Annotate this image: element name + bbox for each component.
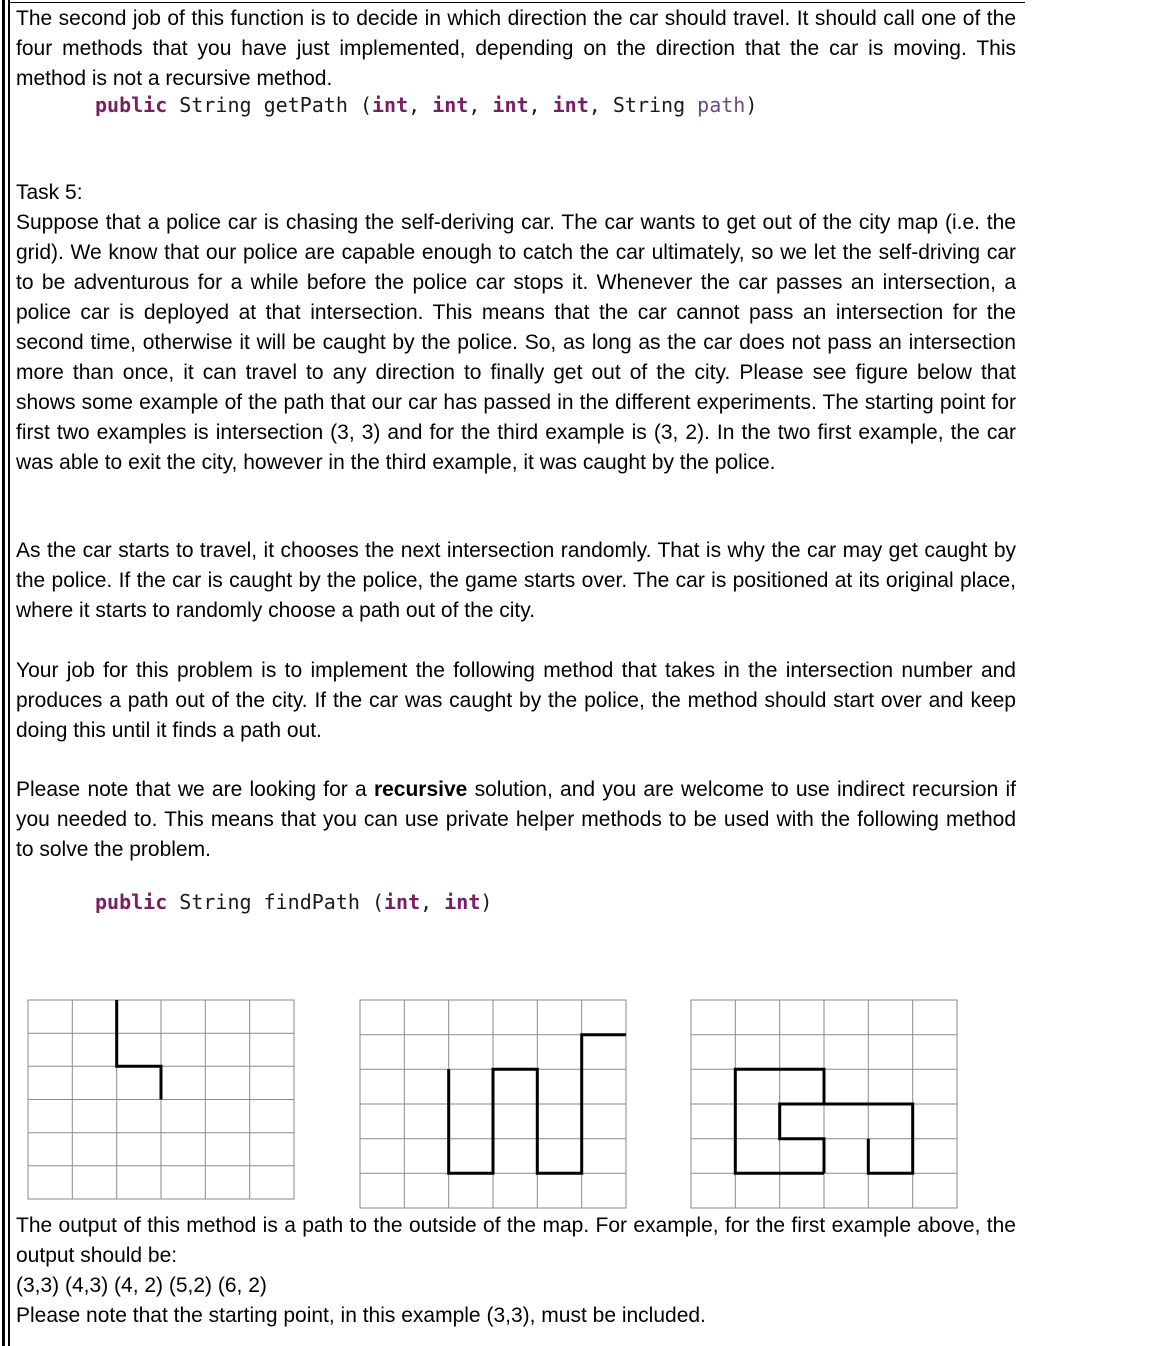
param-type: String	[612, 93, 686, 117]
output-section	[16, 1211, 1016, 1331]
task-paragraph-4	[16, 775, 1016, 865]
method-name: findPath	[263, 890, 360, 914]
output-note: Please note that the starting point, in this example (3,3), must be included.	[16, 1304, 706, 1327]
intro-section	[16, 4, 1016, 94]
intro-paragraph: The second job of this function is to decide in which direction the car should travel. It should call one of the four methods that you have just implemented, depending on the direction that the car is moving. This method is not a recursive method.	[16, 7, 1016, 90]
emphasis-recursive: recursive	[373, 778, 468, 801]
close-paren: )	[480, 890, 493, 914]
output-paragraph: The output of this method is a path to the outside of the map. For example, for the first example above, the output should be:	[16, 1214, 1016, 1267]
getpath-signature: public String getPath (int, int, int, int, String path)	[95, 93, 758, 117]
task-paragraph-3: Your job for this problem is to implement the following method that takes in the intersection number and produces a path out of the city. If the car was caught by the police, the method should start over and keep doing this until it finds a path out.	[16, 659, 1016, 742]
car-path	[117, 1000, 161, 1100]
paragraph-4-text: Please note that we are looking for a	[16, 778, 374, 801]
task-paragraph-1: Suppose that a police car is chasing the self-deriving car. The car wants to get out of the city map (i.e. the grid). We know that our police are capable enough to catch the car ultimately, so we let the self-driving car to be adventurous for a while before the police car stops it. Whenever the car passes an intersection, a police car is deployed at that intersection. This means that the car cannot pass an intersection for the second time, otherwise it will be caught by the police. So, as long as the car does not pass an intersection more than once, it can travel to any direction to finally get out of the city. Please see figure below that shows some example of the path that our car has passed in the different experiments. The starting point for first two examples is intersection (3, 3) and for the third example is (3, 2). In the two first example, the car was able to exit the city, however in the third example, it was caught by the police.	[16, 211, 1016, 474]
grid-figure-example-3	[690, 999, 960, 1211]
param-type: int	[384, 890, 421, 914]
grid-figure-example-1	[27, 999, 297, 1201]
method-name: getPath	[263, 93, 348, 117]
keyword-public: public	[95, 93, 168, 117]
type-string: String	[179, 890, 252, 914]
param-name: path	[697, 93, 746, 117]
findpath-signature: public String findPath (int, int)	[95, 890, 493, 914]
paragraph-4-text: solution, and you are welcome to use indirect recursion if you needed to. This means that you can use private helper methods to be used with the following method to solve the problem.	[16, 778, 1017, 861]
param-type: int	[552, 93, 589, 117]
close-paren: )	[745, 93, 758, 117]
param-type: int	[444, 890, 481, 914]
example-output: (3,3) (4,3) (4, 2) (5,2) (6, 2)	[16, 1274, 267, 1297]
task-paragraph-2-wrap	[16, 536, 1016, 626]
task-section	[16, 178, 1016, 478]
grid-figure-example-2	[359, 999, 629, 1211]
open-paren: (	[371, 890, 385, 914]
task-heading: Task 5:	[16, 181, 83, 204]
type-string: String	[179, 93, 252, 117]
left-margin-bar-inner	[8, 0, 10, 1346]
left-margin-bar-outer	[2, 0, 5, 1346]
task-paragraph-4-wrap	[16, 775, 1016, 865]
param-type: int	[371, 93, 409, 117]
top-rule	[8, 2, 1025, 3]
task-paragraph-3-wrap	[16, 656, 1016, 746]
param-type: int	[432, 93, 469, 117]
task-paragraph-2: As the car starts to travel, it chooses the next intersection randomly. That is why the car may get caught by the police. If the car is caught by the police, the game starts over. The car is positioned at its original place, where it starts to randomly choose a path out of the city.	[16, 539, 1016, 622]
param-type: int	[492, 93, 529, 117]
keyword-public: public	[95, 890, 168, 914]
open-paren: (	[359, 93, 372, 117]
